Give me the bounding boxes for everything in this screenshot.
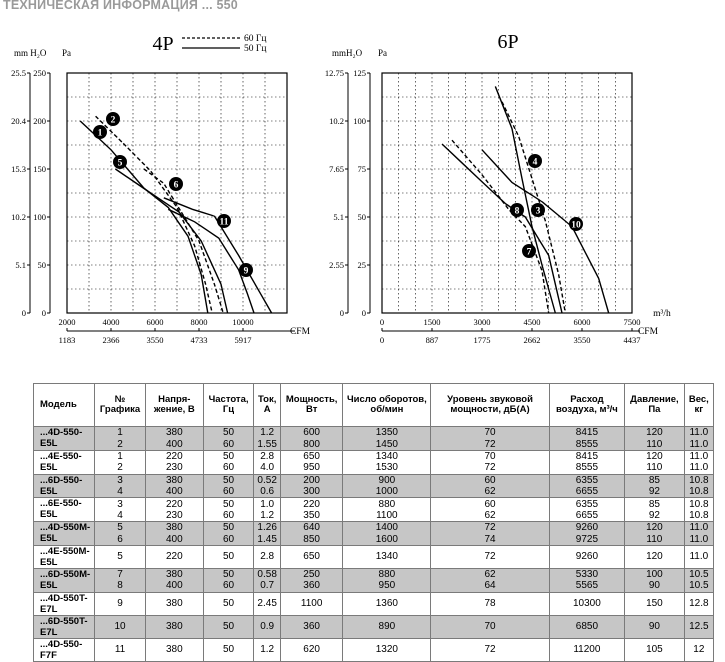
x-tick-label: 2000 bbox=[58, 317, 76, 327]
table-cell: 12.8 bbox=[684, 592, 713, 615]
x-tick-label: 1500 bbox=[423, 317, 441, 327]
table-cell: 800 bbox=[280, 438, 342, 450]
pa-unit-label: Pa bbox=[62, 48, 71, 58]
table-cell: 8555 bbox=[549, 438, 624, 450]
table-cell: 380 bbox=[145, 427, 203, 439]
table-row bbox=[34, 450, 714, 462]
table-cell: 105 bbox=[625, 638, 685, 661]
model-cell: ...4D-550-F7F bbox=[34, 638, 95, 661]
mm-unit-label: mmH₂O bbox=[332, 48, 363, 58]
curve-marker-label: 7 bbox=[526, 247, 532, 258]
table-cell: 50 bbox=[203, 638, 254, 661]
table-cell: 2.45 bbox=[254, 592, 281, 615]
table-cell: 70 bbox=[431, 427, 549, 439]
table-row bbox=[34, 568, 714, 580]
table-cell: 380 bbox=[145, 474, 203, 486]
table-cell: 400 bbox=[145, 438, 203, 450]
table-cell: 10.5 bbox=[684, 568, 713, 580]
table-cell: 220 bbox=[145, 545, 203, 568]
table-cell: 1100 bbox=[280, 592, 342, 615]
spec-table bbox=[33, 383, 714, 662]
table-cell: 1600 bbox=[343, 534, 431, 546]
table-cell: 70 bbox=[431, 615, 549, 638]
table-cell: 60 bbox=[203, 438, 254, 450]
curve-marker-label: 10 bbox=[571, 220, 581, 231]
model-cell: ...4D-550M-E5L bbox=[34, 522, 95, 546]
mm-unit-label: mm H₂O bbox=[14, 48, 47, 58]
chart-title: 4P bbox=[152, 33, 174, 55]
table-cell: 50 bbox=[203, 568, 254, 580]
m3h-unit-label: m³/h bbox=[653, 309, 671, 319]
table-cell: 1340 bbox=[343, 450, 431, 462]
table-cell: 9725 bbox=[549, 534, 624, 546]
table-cell: 11.0 bbox=[684, 462, 713, 474]
x-tick-label: 8000 bbox=[190, 317, 208, 327]
cfm-tick-label: 1775 bbox=[473, 335, 491, 345]
table-cell: 50 bbox=[203, 615, 254, 638]
table-cell: 1 bbox=[95, 427, 146, 439]
chart-title: 6P bbox=[497, 31, 519, 53]
table-cell: 250 bbox=[280, 568, 342, 580]
curve-marker-label: 3 bbox=[535, 206, 541, 217]
table-cell: 8 bbox=[95, 580, 146, 592]
table-cell: 72 bbox=[431, 438, 549, 450]
table-cell: 50 bbox=[203, 498, 254, 510]
table-row bbox=[34, 474, 714, 486]
table-cell: 850 bbox=[280, 534, 342, 546]
spec-col-header: № Графика bbox=[95, 384, 146, 427]
page-header: ТЕХНИЧЕСКАЯ ИНФОРМАЦИЯ ... 550 bbox=[3, 0, 238, 12]
table-cell: 3 bbox=[95, 498, 146, 510]
table-cell: 11 bbox=[95, 638, 146, 661]
table-cell: 50 bbox=[203, 522, 254, 534]
table-cell: 74 bbox=[431, 534, 549, 546]
table-cell: 90 bbox=[625, 580, 685, 592]
mm-tick-label: 15.3 bbox=[11, 164, 26, 174]
table-cell: 11.0 bbox=[684, 545, 713, 568]
model-cell: ...4E-550M-E5L bbox=[34, 545, 95, 568]
table-cell: 11.0 bbox=[684, 427, 713, 439]
table-cell: 880 bbox=[343, 498, 431, 510]
table-cell: 10.8 bbox=[684, 474, 713, 486]
table-cell: 2 bbox=[95, 438, 146, 450]
table-cell: 400 bbox=[145, 534, 203, 546]
table-cell: 4.0 bbox=[254, 462, 281, 474]
table-cell: 50 bbox=[203, 427, 254, 439]
table-cell: 10.8 bbox=[684, 498, 713, 510]
table-cell: 1350 bbox=[343, 427, 431, 439]
table-row bbox=[34, 545, 714, 568]
curve-marker-label: 1 bbox=[97, 128, 103, 139]
table-cell: 12 bbox=[684, 638, 713, 661]
table-cell: 2 bbox=[95, 462, 146, 474]
spec-col-header: Мощность, Вт bbox=[280, 384, 342, 427]
cfm-tick-label: 4437 bbox=[623, 335, 641, 345]
table-cell: 10.5 bbox=[684, 580, 713, 592]
table-cell: 360 bbox=[280, 615, 342, 638]
table-cell: 300 bbox=[280, 486, 342, 498]
table-cell: 640 bbox=[280, 522, 342, 534]
table-cell: 1.55 bbox=[254, 438, 281, 450]
series-line-2 bbox=[96, 116, 213, 313]
x-tick-label: 7500 bbox=[623, 317, 641, 327]
pa-tick-label: 50 bbox=[357, 212, 366, 222]
table-cell: 50 bbox=[203, 450, 254, 462]
table-cell: 620 bbox=[280, 638, 342, 661]
table-cell: 350 bbox=[280, 510, 342, 522]
cfm-tick-label: 2662 bbox=[523, 335, 541, 345]
table-cell: 85 bbox=[625, 474, 685, 486]
table-cell: 92 bbox=[625, 486, 685, 498]
table-cell: 11.0 bbox=[684, 522, 713, 534]
table-cell: 120 bbox=[625, 427, 685, 439]
mm-tick-label: 10.2 bbox=[11, 212, 26, 222]
model-cell: ...4D-550T-E7L bbox=[34, 592, 95, 615]
table-cell: 400 bbox=[145, 580, 203, 592]
spec-col-header: Число оборотов, об/мин bbox=[343, 384, 431, 427]
mm-tick-label: 5.1 bbox=[15, 260, 26, 270]
pa-tick-label: 125 bbox=[353, 68, 366, 78]
table-cell: 60 bbox=[203, 534, 254, 546]
table-cell: 6655 bbox=[549, 486, 624, 498]
table-cell: 380 bbox=[145, 638, 203, 661]
chart-6p bbox=[324, 28, 725, 358]
table-cell: 9260 bbox=[549, 522, 624, 534]
table-cell: 110 bbox=[625, 534, 685, 546]
table-cell: 0.6 bbox=[254, 486, 281, 498]
table-cell: 72 bbox=[431, 462, 549, 474]
table-cell: 950 bbox=[343, 580, 431, 592]
mm-tick-label: 2.55 bbox=[329, 260, 344, 270]
table-cell: 0.52 bbox=[254, 474, 281, 486]
table-cell: 60 bbox=[203, 486, 254, 498]
table-cell: 70 bbox=[431, 450, 549, 462]
x-tick-label: 6000 bbox=[573, 317, 591, 327]
table-cell: 950 bbox=[280, 462, 342, 474]
table-cell: 1340 bbox=[343, 545, 431, 568]
table-cell: 2.8 bbox=[254, 545, 281, 568]
table-cell: 650 bbox=[280, 450, 342, 462]
table-cell: 900 bbox=[343, 474, 431, 486]
chart-4p bbox=[0, 28, 325, 358]
pa-tick-label: 50 bbox=[37, 260, 46, 270]
table-cell: 7 bbox=[95, 568, 146, 580]
table-cell: 11.0 bbox=[684, 534, 713, 546]
mm-tick-label: 20.4 bbox=[11, 116, 26, 126]
curve-marker-label: 2 bbox=[110, 115, 116, 126]
mm-tick-label: 7.65 bbox=[329, 164, 344, 174]
x-tick-label: 4000 bbox=[102, 317, 120, 327]
table-cell: 5 bbox=[95, 522, 146, 534]
table-cell: 62 bbox=[431, 568, 549, 580]
table-row bbox=[34, 522, 714, 534]
table-cell: 10.8 bbox=[684, 510, 713, 522]
table-cell: 6355 bbox=[549, 474, 624, 486]
curve-marker-label: 9 bbox=[243, 266, 249, 277]
table-cell: 0.58 bbox=[254, 568, 281, 580]
pa-tick-label: 75 bbox=[357, 164, 366, 174]
table-cell: 60 bbox=[203, 580, 254, 592]
table-cell: 64 bbox=[431, 580, 549, 592]
table-cell: 150 bbox=[625, 592, 685, 615]
table-row bbox=[34, 638, 714, 661]
table-cell: 1.2 bbox=[254, 510, 281, 522]
legend-label: 50 Гц bbox=[244, 44, 267, 54]
table-cell: 1.0 bbox=[254, 498, 281, 510]
table-cell: 220 bbox=[280, 498, 342, 510]
table-row bbox=[34, 510, 714, 522]
table-cell: 6850 bbox=[549, 615, 624, 638]
table-row bbox=[34, 427, 714, 439]
table-cell: 5565 bbox=[549, 580, 624, 592]
table-cell: 120 bbox=[625, 522, 685, 534]
table-cell: 10300 bbox=[549, 592, 624, 615]
table-cell: 380 bbox=[145, 592, 203, 615]
cfm-tick-label: 4733 bbox=[190, 335, 208, 345]
cfm-tick-label: 2366 bbox=[102, 335, 120, 345]
model-cell: ...4E-550-E5L bbox=[34, 450, 95, 474]
table-cell: 90 bbox=[625, 615, 685, 638]
table-cell: 72 bbox=[431, 638, 549, 661]
cfm-tick-label: 3550 bbox=[146, 335, 164, 345]
table-cell: 600 bbox=[280, 427, 342, 439]
spec-col-header: Вес, кг bbox=[684, 384, 713, 427]
pa-tick-label: 25 bbox=[357, 260, 366, 270]
pa-tick-label: 0 bbox=[41, 308, 46, 318]
pa-tick-label: 150 bbox=[33, 164, 46, 174]
table-cell: 380 bbox=[145, 615, 203, 638]
curve-marker-label: 11 bbox=[219, 217, 229, 228]
table-cell: 62 bbox=[431, 486, 549, 498]
pa-tick-label: 0 bbox=[361, 308, 366, 318]
spec-col-header: Напря-жение, В bbox=[145, 384, 203, 427]
table-row bbox=[34, 486, 714, 498]
table-cell: 1.2 bbox=[254, 638, 281, 661]
x-tick-label: 3000 bbox=[473, 317, 491, 327]
pa-tick-label: 250 bbox=[33, 68, 46, 78]
curve-marker-label: 5 bbox=[117, 158, 123, 169]
table-cell: 10.8 bbox=[684, 486, 713, 498]
cfm-unit-label: CFM bbox=[289, 327, 311, 337]
table-cell: 72 bbox=[431, 545, 549, 568]
mm-tick-label: 25.5 bbox=[11, 68, 26, 78]
x-tick-label: 6000 bbox=[146, 317, 164, 327]
series-line-7 bbox=[495, 86, 555, 313]
table-cell: 60 bbox=[431, 474, 549, 486]
spec-table-header bbox=[34, 384, 714, 427]
mm-tick-label: 5.1 bbox=[333, 212, 344, 222]
cfm-tick-label: 1183 bbox=[58, 335, 76, 345]
table-cell: 3 bbox=[95, 474, 146, 486]
model-cell: ...6D-550T-E7L bbox=[34, 615, 95, 638]
table-cell: 72 bbox=[431, 522, 549, 534]
table-cell: 1 bbox=[95, 450, 146, 462]
mm-tick-label: 0 bbox=[339, 308, 344, 318]
table-cell: 1.26 bbox=[254, 522, 281, 534]
table-cell: 1450 bbox=[343, 438, 431, 450]
table-cell: 50 bbox=[203, 545, 254, 568]
table-cell: 2.8 bbox=[254, 450, 281, 462]
curve-marker-label: 8 bbox=[514, 206, 520, 217]
cfm-unit-label: CFM bbox=[637, 327, 659, 337]
model-cell: ...6D-550M-E5L bbox=[34, 568, 95, 592]
model-cell: ...6E-550-E5L bbox=[34, 498, 95, 522]
table-cell: 8415 bbox=[549, 427, 624, 439]
pa-tick-label: 200 bbox=[33, 116, 46, 126]
model-cell: ...4D-550-E5L bbox=[34, 427, 95, 451]
curve-marker-label: 6 bbox=[173, 180, 179, 191]
table-cell: 400 bbox=[145, 486, 203, 498]
table-cell: 890 bbox=[343, 615, 431, 638]
mm-tick-label: 12.75 bbox=[324, 68, 344, 78]
cfm-tick-label: 887 bbox=[425, 335, 439, 345]
table-row bbox=[34, 592, 714, 615]
table-row bbox=[34, 438, 714, 450]
x-tick-label: 4500 bbox=[523, 317, 541, 327]
cfm-tick-label: 0 bbox=[379, 335, 385, 345]
table-cell: 1530 bbox=[343, 462, 431, 474]
table-cell: 50 bbox=[203, 474, 254, 486]
table-cell: 230 bbox=[145, 510, 203, 522]
table-cell: 11.0 bbox=[684, 450, 713, 462]
table-cell: 8555 bbox=[549, 462, 624, 474]
table-cell: 120 bbox=[625, 450, 685, 462]
table-cell: 380 bbox=[145, 568, 203, 580]
cfm-tick-label: 3550 bbox=[573, 335, 591, 345]
table-cell: 120 bbox=[625, 545, 685, 568]
pa-unit-label: Pa bbox=[378, 48, 387, 58]
table-cell: 1320 bbox=[343, 638, 431, 661]
table-cell: 78 bbox=[431, 592, 549, 615]
table-cell: 1.45 bbox=[254, 534, 281, 546]
table-cell: 12.5 bbox=[684, 615, 713, 638]
table-cell: 6655 bbox=[549, 510, 624, 522]
table-cell: 85 bbox=[625, 498, 685, 510]
table-row bbox=[34, 498, 714, 510]
table-cell: 62 bbox=[431, 510, 549, 522]
table-cell: 1400 bbox=[343, 522, 431, 534]
table-cell: 1100 bbox=[343, 510, 431, 522]
table-cell: 9260 bbox=[549, 545, 624, 568]
table-cell: 220 bbox=[145, 450, 203, 462]
table-cell: 50 bbox=[203, 592, 254, 615]
table-cell: 11200 bbox=[549, 638, 624, 661]
table-cell: 60 bbox=[203, 462, 254, 474]
x-tick-label: 0 bbox=[379, 317, 385, 327]
table-cell: 1360 bbox=[343, 592, 431, 615]
table-cell: 1.2 bbox=[254, 427, 281, 439]
table-cell: 380 bbox=[145, 522, 203, 534]
curve-marker-label: 4 bbox=[532, 157, 538, 168]
spec-col-header: Давление, Па bbox=[625, 384, 685, 427]
table-cell: 6355 bbox=[549, 498, 624, 510]
table-cell: 650 bbox=[280, 545, 342, 568]
table-cell: 4 bbox=[95, 510, 146, 522]
model-cell: ...6D-550-E5L bbox=[34, 474, 95, 498]
x-tick-label: 10000 bbox=[232, 317, 254, 327]
table-cell: 880 bbox=[343, 568, 431, 580]
table-cell: 1000 bbox=[343, 486, 431, 498]
table-row bbox=[34, 534, 714, 546]
table-row bbox=[34, 615, 714, 638]
table-cell: 5330 bbox=[549, 568, 624, 580]
table-cell: 60 bbox=[431, 498, 549, 510]
spec-col-header: Ток, А bbox=[254, 384, 281, 427]
table-cell: 230 bbox=[145, 462, 203, 474]
mm-tick-label: 0 bbox=[21, 308, 26, 318]
table-cell: 8415 bbox=[549, 450, 624, 462]
mm-tick-label: 10.2 bbox=[329, 116, 344, 126]
table-cell: 60 bbox=[203, 510, 254, 522]
legend-label: 60 Гц bbox=[244, 34, 267, 44]
table-cell: 9 bbox=[95, 592, 146, 615]
table-cell: 360 bbox=[280, 580, 342, 592]
table-cell: 0.9 bbox=[254, 615, 281, 638]
spec-col-header: Модель bbox=[34, 384, 95, 427]
pa-tick-label: 100 bbox=[353, 116, 366, 126]
spec-col-header: Расход воздуха, м³/ч bbox=[549, 384, 624, 427]
table-cell: 10 bbox=[95, 615, 146, 638]
table-cell: 220 bbox=[145, 498, 203, 510]
table-cell: 0.7 bbox=[254, 580, 281, 592]
pa-tick-label: 100 bbox=[33, 212, 46, 222]
table-cell: 92 bbox=[625, 510, 685, 522]
spec-col-header: Частота, Гц bbox=[203, 384, 254, 427]
table-row bbox=[34, 462, 714, 474]
spec-col-header: Уровень звуковой мощности, дБ(А) bbox=[431, 384, 549, 427]
table-cell: 110 bbox=[625, 462, 685, 474]
cfm-tick-label: 5917 bbox=[234, 335, 252, 345]
table-cell: 100 bbox=[625, 568, 685, 580]
table-cell: 5 bbox=[95, 545, 146, 568]
table-row bbox=[34, 580, 714, 592]
table-cell: 110 bbox=[625, 438, 685, 450]
table-cell: 4 bbox=[95, 486, 146, 498]
table-cell: 200 bbox=[280, 474, 342, 486]
table-cell: 11.0 bbox=[684, 438, 713, 450]
table-cell: 6 bbox=[95, 534, 146, 546]
